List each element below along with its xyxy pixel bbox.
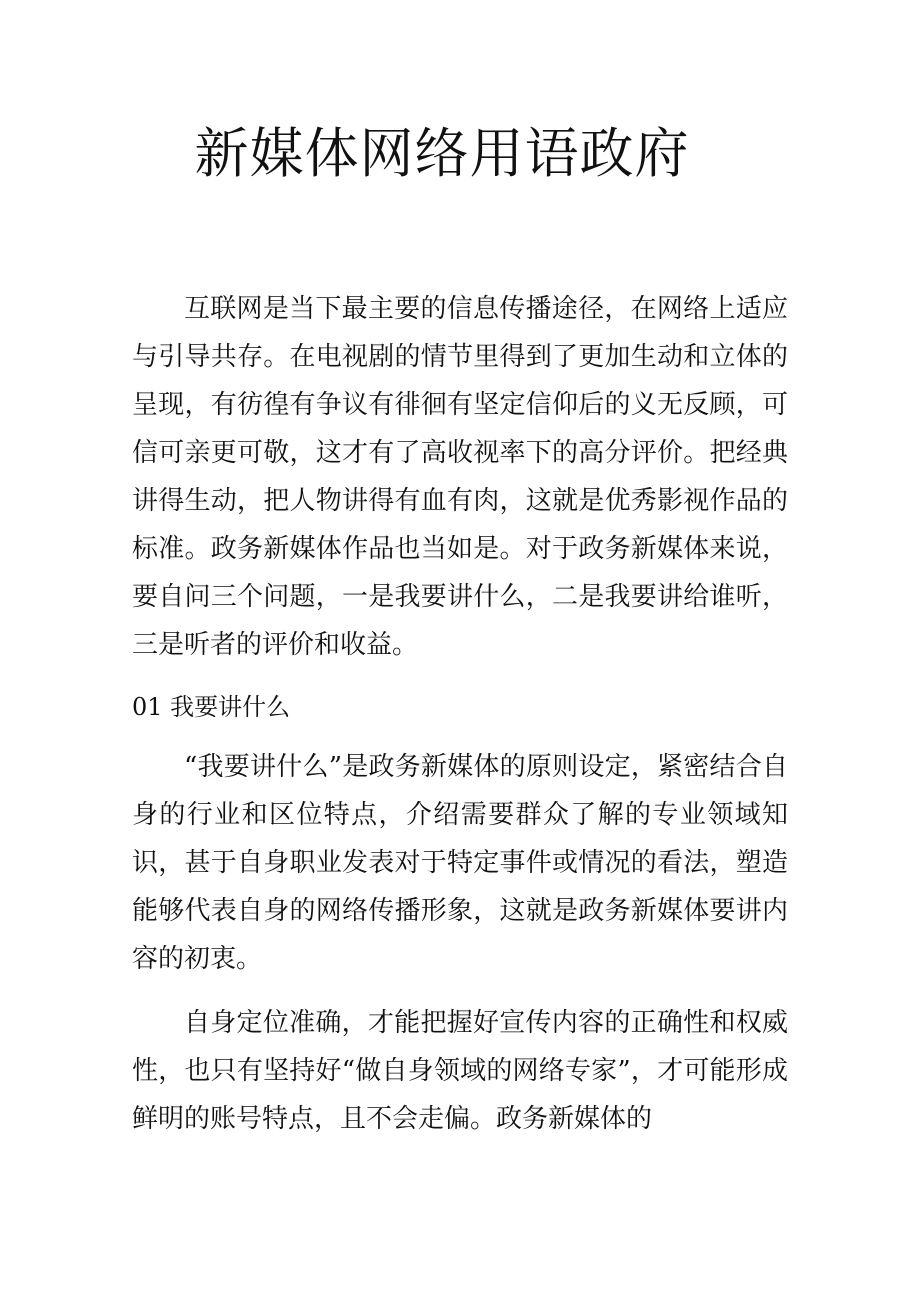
document-body bbox=[132, 285, 788, 1143]
section-paragraph: “我要讲什么”是政务新媒体的原则设定，紧密结合自身的行业和区位特点，介绍需要群众了解的专业领域知识，甚于自身职业发表对于特定事件或情况的看法，塑造能够代表自身的网络传播形象，这就是政务新媒体要讲内容的初衷。 bbox=[132, 752, 788, 974]
document-title: 新媒体网络用语政府 bbox=[194, 122, 690, 185]
intro-paragraph: 互联网是当下最主要的信息传播途径，在网络上适应与引导共存。在电视剧的情节里得到了更加生动和立体的呈现，有彷徨有争议有徘徊有坚定信仰后的义无反顾，可信可亲更可敬，这才有了高收视率下的高分评价。把经典讲得生动，把人物讲得有血有肉，这就是优秀影视作品的标准。政务新媒体作品也当如是。对于政务新媒体来说，要自问三个问题，一是我要讲什么，二是我要讲给谁听，三是听者的评价和收益。 bbox=[132, 294, 788, 660]
section-paragraph: 自身定位准确，才能把握好宣传内容的正确性和权威性，也只有坚持好“做自身领域的网络专家”，才可能形成鲜明的账号特点，且不会走偏。政务新媒体的 bbox=[132, 1008, 788, 1134]
section-heading: 01 我要讲什么 bbox=[132, 693, 291, 721]
